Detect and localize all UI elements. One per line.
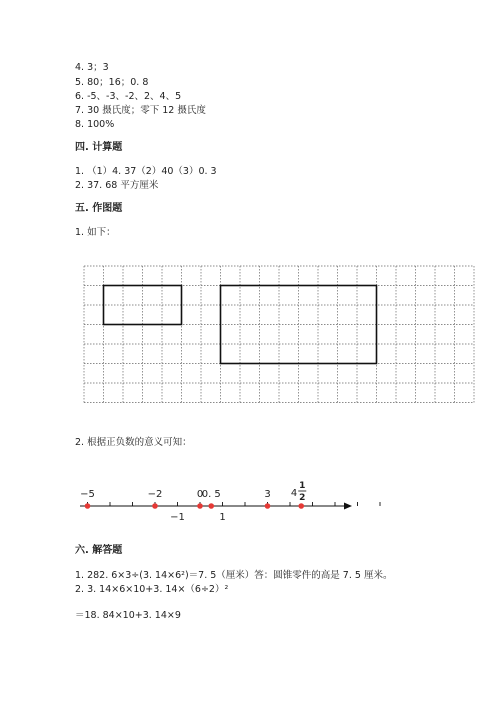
answer-line: 6. -5、-3、-2、2、4、5 <box>75 91 182 102</box>
label-above: 0 <box>196 489 204 500</box>
answer-line: ＝18. 84×10+3. 14×9 <box>75 610 181 621</box>
section-title: 四. 计算题 <box>75 142 123 153</box>
section-title: 五. 作图题 <box>75 203 123 214</box>
number-line <box>0 470 500 530</box>
label-above: −5 <box>80 489 95 500</box>
label-above: 0. 5 <box>201 489 221 500</box>
number-point <box>152 503 158 509</box>
answer-line: 7. 30 摄氏度；零下 12 摄氏度 <box>75 105 206 116</box>
answer-line: 2. 3. 14×6×10+3. 14×（6÷2）² <box>75 584 229 595</box>
answer-line: 2. 根据正负数的意义可知： <box>75 437 192 448</box>
label-below: 1 <box>219 512 226 523</box>
number-point <box>208 503 214 509</box>
arrow-head <box>344 503 352 510</box>
number-point <box>298 503 304 509</box>
answer-line: 1. （1）4. 37（2）40（3）0. 3 <box>75 166 217 177</box>
number-point <box>85 503 91 509</box>
mixed-number-whole: 4 <box>290 488 298 499</box>
section-title: 六. 解答题 <box>75 545 123 556</box>
answer-line: 2. 37. 68 平方厘米 <box>75 180 159 191</box>
label-above: 3 <box>264 489 271 500</box>
label-below: −1 <box>170 512 185 523</box>
mixed-number-numerator: 1 <box>299 481 306 491</box>
number-point <box>197 503 203 509</box>
answer-line: 5. 80；16；0. 8 <box>75 77 149 88</box>
number-point <box>265 503 271 509</box>
answer-line: 8. 100% <box>75 119 115 130</box>
label-above: −2 <box>147 489 163 500</box>
answer-line: 4. 3；3 <box>75 62 109 73</box>
answer-line: 1. 如下： <box>75 227 116 238</box>
mixed-number-denominator: 2 <box>299 493 306 503</box>
answer-line: 1. 282. 6×3÷(3. 14×6²)＝7. 5（厘米）答：圆锥零件的高是 7. 5 厘米。 <box>75 570 393 581</box>
